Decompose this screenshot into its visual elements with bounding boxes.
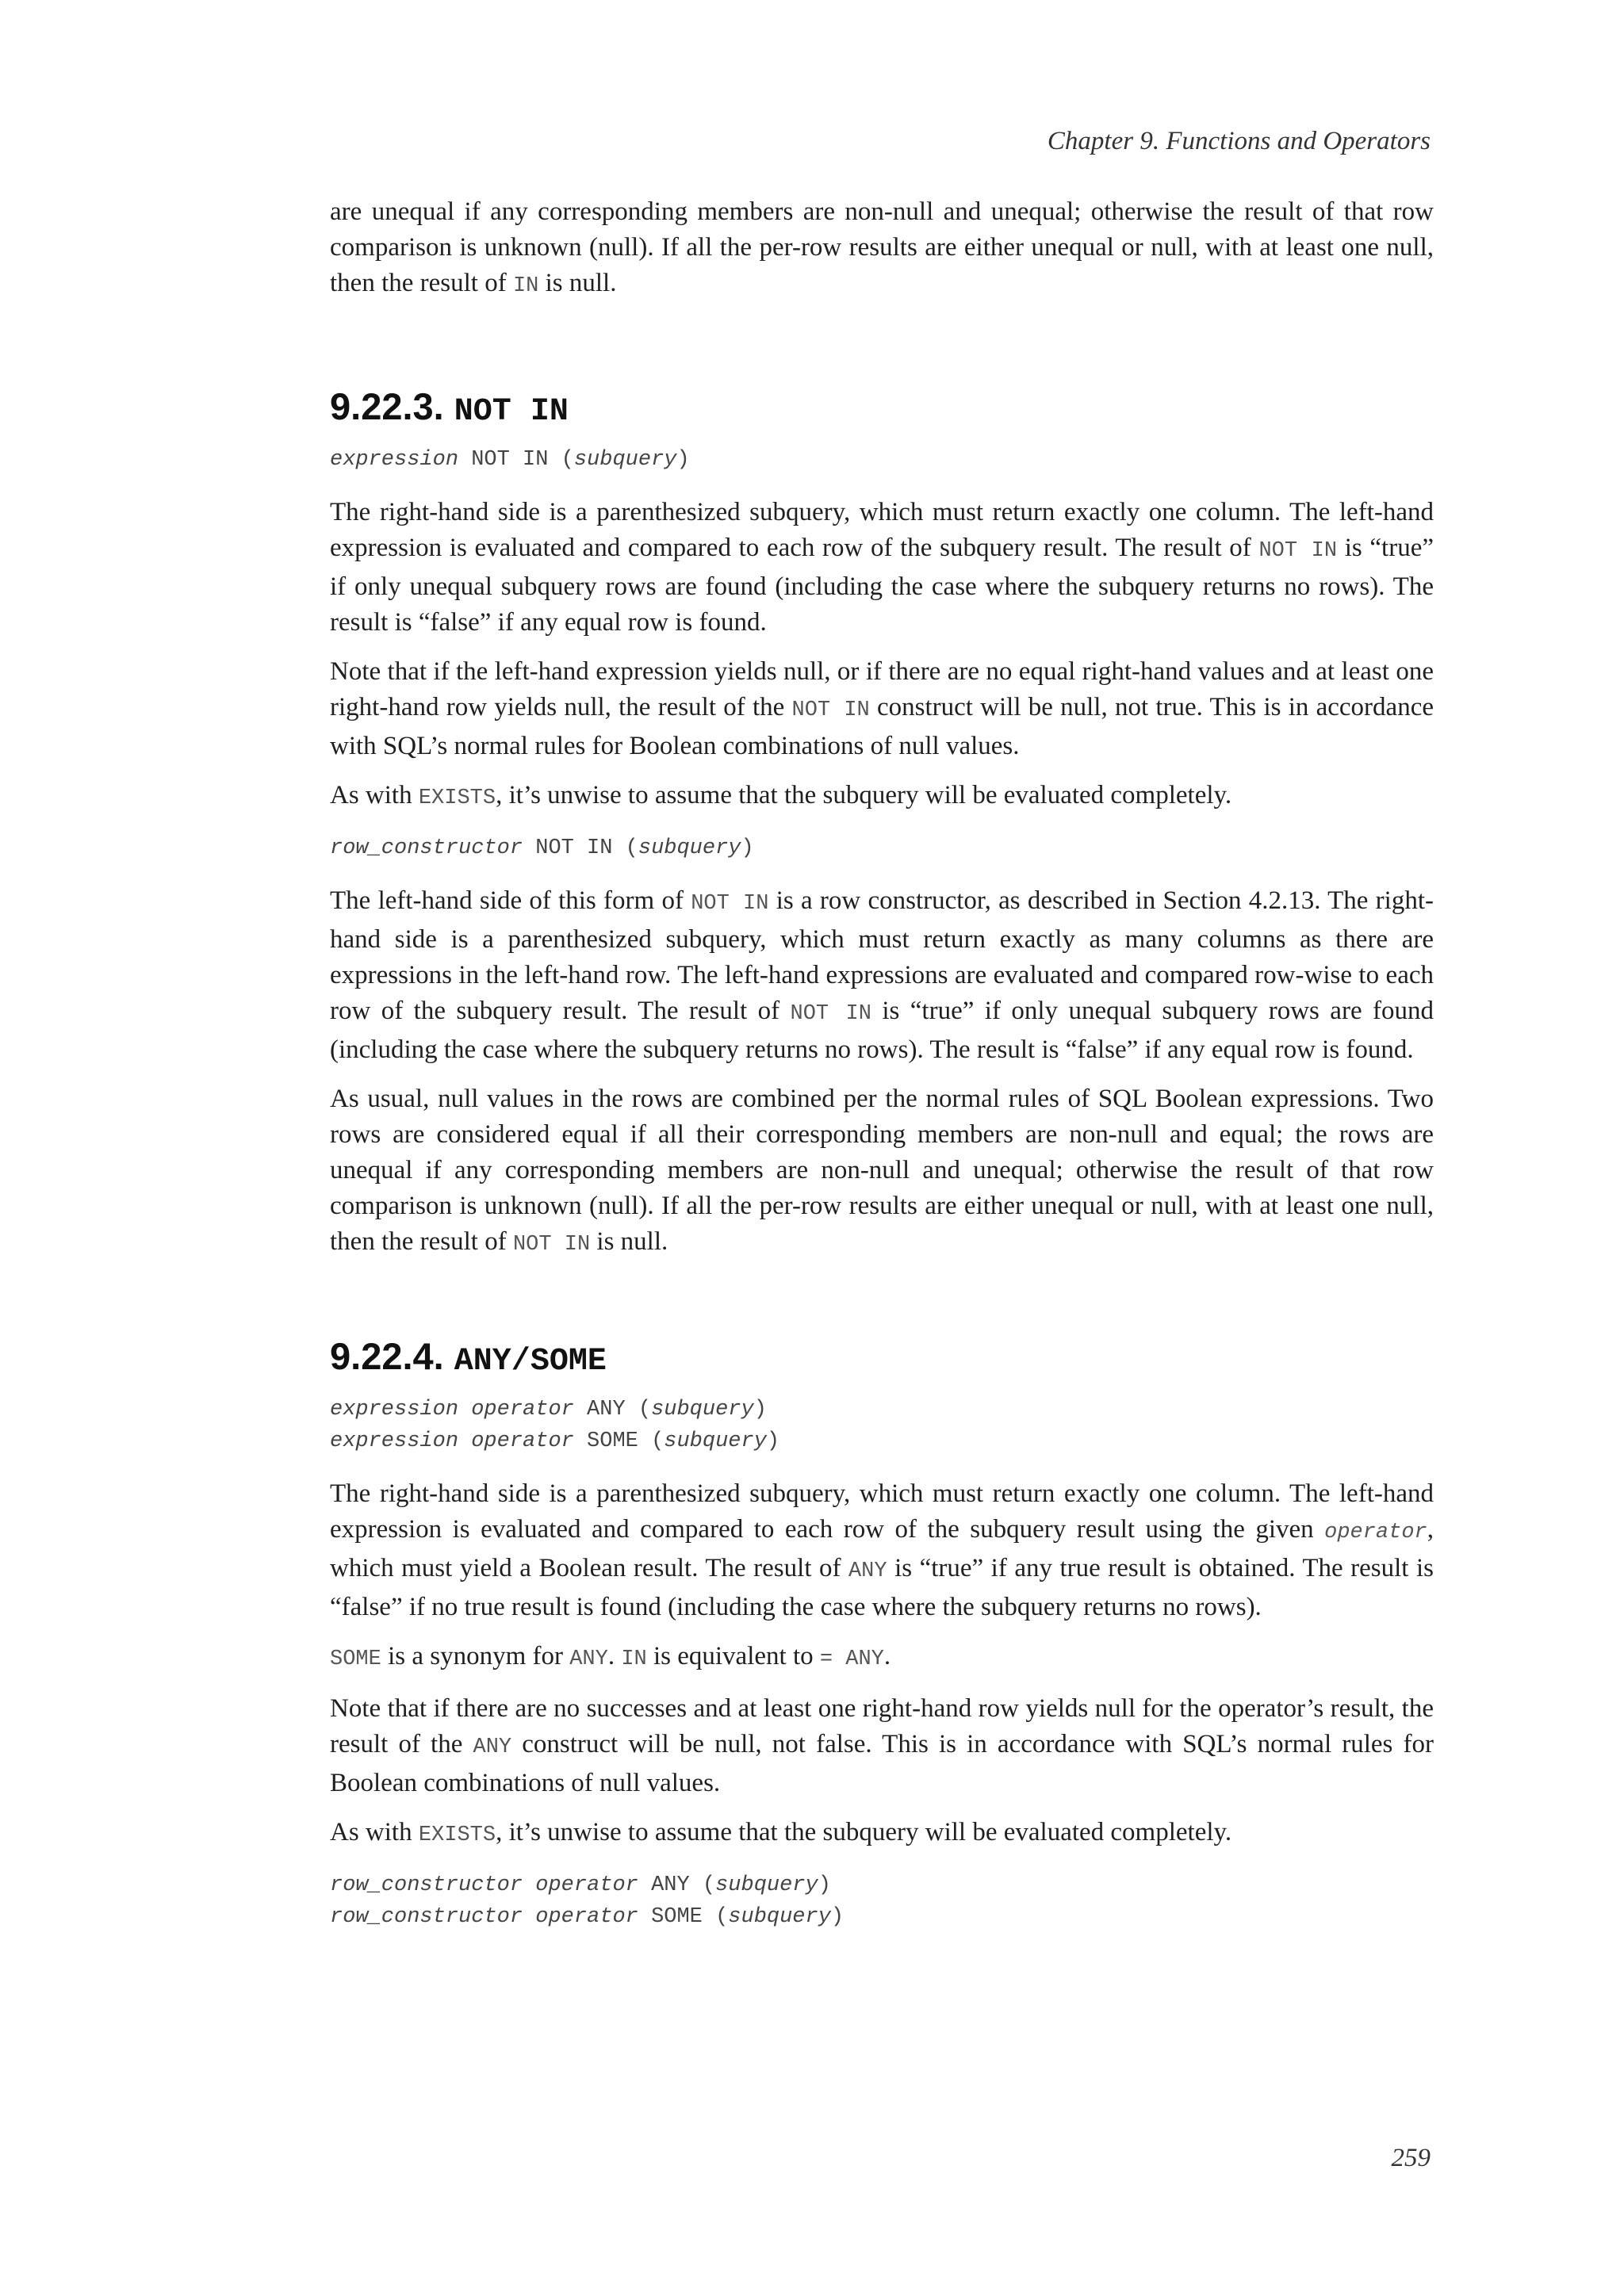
inline-code: ANY (473, 1735, 512, 1759)
text-span: NOT IN ( (523, 836, 638, 860)
text-span: subquery (715, 1873, 818, 1897)
inline-code: EXISTS (418, 1823, 496, 1847)
inline-code: NOT IN (790, 1002, 871, 1026)
inline-code: = ANY (819, 1647, 884, 1671)
text-span: expression (330, 1429, 459, 1453)
text-span: ANY ( (638, 1873, 716, 1897)
paragraph (330, 1476, 1434, 1625)
text-span: construct will be null, not true. This is in accordance with SQL’s normal rules for Boolean combinations of null values. (330, 693, 1434, 760)
text-span: SOME ( (573, 1429, 665, 1453)
paragraph (330, 1691, 1434, 1801)
text-span: operator (535, 1873, 638, 1897)
text-span: ) (818, 1873, 831, 1897)
text-span: ANY ( (573, 1398, 652, 1422)
text-span: subquery (664, 1429, 767, 1453)
text-span: row_constructor (330, 1873, 523, 1897)
text-span: is null. (590, 1227, 668, 1256)
text-span: ) (766, 1429, 780, 1453)
inline-code: SOME (330, 1647, 381, 1671)
synopsis-any-some (330, 1394, 1434, 1457)
section-title-code: NOT IN (454, 394, 569, 430)
text-span: SOME ( (638, 1905, 729, 1929)
text-span: As with (330, 1818, 419, 1846)
text-span: subquery (651, 1398, 754, 1422)
text-span: The left-hand side of this form of (330, 886, 691, 915)
text-span: is “true” if only unequal subquery rows are found (including the case where the subquery returns no rows). The result is “false” if any equal row is found. (330, 534, 1434, 637)
text-span (523, 1873, 535, 1897)
synopsis-row-not-in (330, 832, 1434, 864)
text-span: subquery (573, 448, 677, 472)
paragraph (330, 778, 1434, 817)
text-span: expression (330, 1398, 459, 1422)
text-span: are unequal if any corresponding members are non-null and unequal; otherwise the result of that row comparison is unknown (null). If all the per-row results are either unequal or null, with at least one null, then the result of (330, 197, 1434, 297)
text-span (523, 1905, 535, 1929)
text-span: Note that if there are no successes and at least one right-hand row yields null for the operator’s result, the result of the (330, 1694, 1434, 1758)
inline-code: NOT IN (791, 698, 870, 722)
synopsis-not-in (330, 444, 1434, 476)
text-span: As with (330, 781, 419, 809)
inline-code: ANY (848, 1559, 887, 1583)
text-span: As usual, null values in the rows are combined per the normal rules of SQL Boolean expressions. Two rows are considered equal if all their corresponding members are non-null and equal; the rows are unequal if any corresponding members are non-null and unequal; otherwise the result of that row comparison is unknown (null). If all the per-row results are either unequal or null, with at least one null, then the result of (330, 1085, 1434, 1256)
text-span: , which must yield a Boolean result. The result of (330, 1515, 1434, 1582)
text-span: is a synonym for (381, 1642, 570, 1670)
inline-code: NOT IN (512, 1233, 591, 1257)
text-span: ) (676, 448, 690, 472)
text-span: operator (471, 1429, 574, 1453)
intro-paragraph (330, 194, 1434, 304)
text-span: ) (753, 1398, 767, 1422)
text-span: expression (330, 448, 459, 472)
text-span: NOT IN ( (458, 448, 574, 472)
text-span: Note that if the left-hand expression yields null, or if there are no equal right-hand values and at least one right-hand row yields null, the result of the (330, 657, 1434, 721)
text-span: , it’s unwise to assume that the subquery will be evaluated completely. (496, 781, 1232, 809)
synopsis-row-any-some (330, 1869, 1434, 1933)
text-span: is a row constructor, as described in Section 4.2.13. The right-hand side is a parenthesized subquery, which must return exactly as many columns as there are expressions in the left-hand row. The left-hand expressions are evaluated and compared row-wise to each row of the subquery result. The result of (330, 886, 1434, 1025)
section-title-code: ANY/SOME (454, 1344, 607, 1380)
text-span: ) (741, 836, 754, 860)
text-span: subquery (638, 836, 741, 860)
text-span: The right-hand side is a parenthesized subquery, which must return exactly one column. The left-hand expression is evaluated and compared to each row of the subquery result using the given (330, 1479, 1434, 1544)
paragraph (330, 654, 1434, 764)
text-span: operator (1324, 1521, 1427, 1544)
inline-code: IN (512, 274, 539, 298)
inline-code: NOT IN (1258, 539, 1338, 563)
text-span: subquery (728, 1905, 831, 1929)
inline-code: EXISTS (418, 786, 496, 810)
paragraph (330, 495, 1434, 641)
inline-code: IN (621, 1647, 647, 1671)
page-number: 259 (1391, 2144, 1431, 2172)
text-span: row_constructor (330, 836, 523, 860)
paragraph (330, 883, 1434, 1068)
section-number: 9.22.4. (330, 1335, 444, 1377)
text-span (458, 1398, 471, 1422)
paragraph (330, 1815, 1434, 1854)
text-span: row_constructor (330, 1905, 523, 1929)
section-heading-any-some (330, 1334, 1434, 1380)
inline-code: ANY (569, 1647, 608, 1671)
paragraph (330, 1081, 1434, 1263)
text-span: ) (830, 1905, 845, 1929)
text-span: . (883, 1642, 891, 1670)
text-span: operator (471, 1398, 574, 1422)
text-span: is null. (538, 269, 617, 297)
text-span: is “true” if any true result is obtained. The result is “false” if no true result is found (including the case where the subquery returns no rows). (330, 1554, 1434, 1621)
paragraph (330, 1639, 1434, 1678)
text-span: . (607, 1642, 622, 1670)
section-heading-not-in (330, 385, 1434, 430)
page-content (330, 194, 1434, 1933)
inline-code: NOT IN (691, 892, 769, 916)
text-span (458, 1429, 471, 1453)
text-span: , it’s unwise to assume that the subquery will be evaluated completely. (496, 1818, 1232, 1846)
text-span: The right-hand side is a parenthesized subquery, which must return exactly one column. The left-hand expression is evaluated and compared to each row of the subquery result. The result of (330, 498, 1434, 562)
text-span: construct will be null, not false. This is in accordance with SQL’s normal rules for Boolean combinations of null values. (330, 1730, 1434, 1797)
section-number: 9.22.3. (330, 385, 444, 427)
running-header: Chapter 9. Functions and Operators (1047, 127, 1431, 155)
text-span: operator (535, 1905, 638, 1929)
text-span: is equivalent to (646, 1642, 820, 1670)
text-span: is “true” if only unequal subquery rows are found (including the case where the subquery returns no rows). The result is “false” if any equal row is found. (330, 997, 1434, 1064)
